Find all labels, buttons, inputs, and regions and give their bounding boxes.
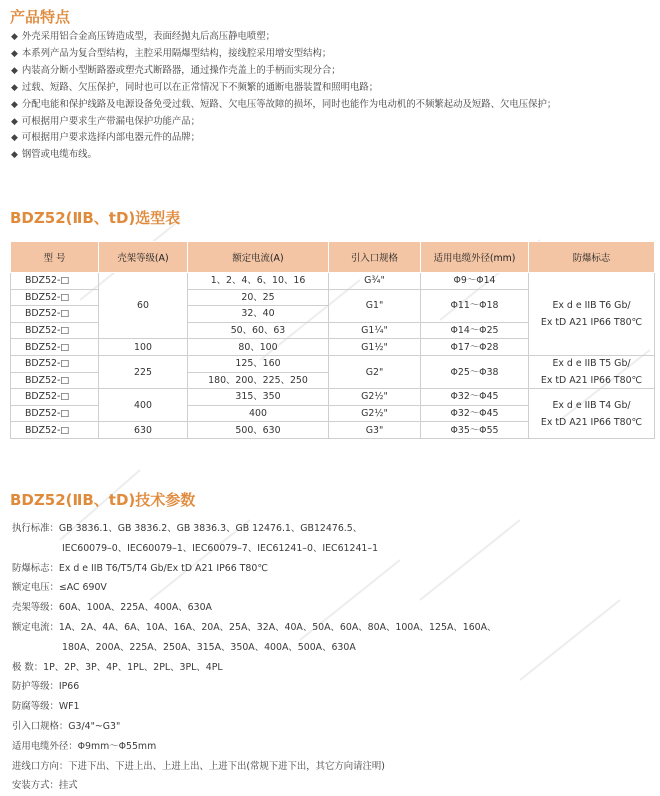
table-row [11, 273, 655, 290]
current-cell: 1、2、4、6、10、16 [188, 273, 329, 290]
param-row: 适用电缆外径：Φ9mm～Φ55mm [12, 740, 157, 752]
bullet-icon: ◆ [11, 99, 18, 110]
frame-cell: 60 [99, 273, 188, 339]
thread-cell: G2½" [329, 405, 421, 422]
param-row: 引入口规格：G3/4"~G3" [12, 720, 121, 732]
param-row: 额定电压：≤AC 690V [12, 582, 107, 594]
features-list [11, 29, 656, 164]
model-cell: BDZ52-□ [11, 405, 99, 422]
frame-cell: 225 [99, 355, 188, 388]
param-row: 壳架等级：60A、100A、225A、400A、630A [12, 602, 212, 614]
param-row: 防护等级：IP66 [12, 681, 80, 693]
table-row [11, 355, 655, 372]
header-frame: 壳架等级(A) [99, 242, 188, 273]
cable-cell: Φ35～Φ55 [421, 422, 529, 439]
bullet-icon: ◆ [11, 150, 18, 161]
thread-cell: G2½" [329, 389, 421, 406]
model-cell: BDZ52-□ [11, 306, 99, 323]
features-title: 产品特点 [10, 8, 71, 26]
model-cell: BDZ52-□ [11, 372, 99, 389]
frame-cell: 400 [99, 389, 188, 422]
current-cell: 400 [188, 405, 329, 422]
param-row: 进线口方向：下进下出、下进上出、上进上出、上进下出(常规下进下出，其它方向请注明) [12, 760, 385, 772]
feature-item: ◆ 可根据用户要求生产带漏电保护功能产品； [11, 115, 201, 127]
bullet-icon: ◆ [11, 32, 18, 42]
current-cell: 500、630 [188, 422, 329, 439]
header-current: 额定电流(A) [188, 242, 329, 273]
thread-cell: G1¼" [329, 322, 421, 339]
cable-cell: Φ9～Φ14 [421, 273, 529, 290]
param-row: 安装方式：挂式 [12, 780, 78, 792]
current-cell: 20、25 [188, 289, 329, 306]
current-cell: 315、350 [188, 389, 329, 406]
thread-cell: G1" [329, 289, 421, 322]
cable-cell: Φ14～Φ25 [421, 322, 529, 339]
current-cell: 50、60、63 [188, 322, 329, 339]
mark-cell: Ex d e IIB T4 Gb/ Ex tD A21 IP66 T80℃ [529, 389, 655, 439]
model-cell: BDZ52-□ [11, 322, 99, 339]
param-row: 180A、200A、225A、250A、315A、350A、400A、500A、630A [62, 641, 356, 653]
model-cell: BDZ52-□ [11, 422, 99, 439]
feature-item: ◆ 本系列产品为复合型结构，主腔采用隔爆型结构，接线腔采用增安型结构； [11, 47, 332, 59]
model-cell: BDZ52-□ [11, 273, 99, 290]
bullet-icon: ◆ [11, 116, 18, 127]
bullet-icon: ◆ [11, 48, 18, 59]
feature-item: ◆ 过载、短路、欠压保护，同时也可以在正常情况下不频繁的通断电器装置和照明电路； [11, 81, 379, 93]
model-cell: BDZ52-□ [11, 339, 99, 356]
cable-cell: Φ11～Φ18 [421, 289, 529, 322]
feature-item: ◆ 内装高分断小型断路器或塑壳式断路器，通过操作壳盖上的手柄而实现分合； [11, 64, 341, 76]
model-cell: BDZ52-□ [11, 355, 99, 372]
current-cell: 180、200、225、250 [188, 372, 329, 389]
frame-cell: 630 [99, 422, 188, 439]
current-cell: 125、160 [188, 355, 329, 372]
selection-table [10, 241, 655, 439]
param-row: 执行标准：GB 3836.1、GB 3836.2、GB 3836.3、GB 12476.1、GB12476.5、 [12, 523, 363, 534]
mark-cell: Ex d e IIB T5 Gb/ Ex tD A21 IP66 T80℃ [529, 355, 655, 388]
feature-item: ◆ 钢管或电缆布线。 [11, 149, 97, 161]
bullet-icon: ◆ [11, 82, 18, 93]
feature-item: ◆ 分配电能和保护线路及电源设备免受过载、短路、欠电压等故障的损坏，同时也能作为电动机的不频繁起动及短路、欠电压保护； [11, 98, 557, 110]
param-row: IEC60079–0、IEC60079–1、IEC60079–7、IEC61241–0、IEC61241–1 [62, 542, 379, 554]
param-row: 防爆标志：Ex d e IIB T6/T5/T4 Gb/Ex tD A21 IP66 T80℃ [12, 562, 268, 574]
bullet-icon: ◆ [11, 65, 18, 76]
table-header-row [11, 242, 655, 273]
cable-cell: Φ32～Φ45 [421, 389, 529, 406]
cable-cell: Φ32～Φ45 [421, 405, 529, 422]
current-cell: 32、40 [188, 306, 329, 323]
frame-cell: 100 [99, 339, 188, 356]
param-row: 防腐等级：WF1 [12, 701, 80, 713]
params-title: BDZ52(ⅡB、tD)技术参数 [10, 491, 196, 509]
header-thread: 引入口规格 [329, 242, 421, 273]
thread-cell: G3" [329, 422, 421, 439]
cable-cell: Φ17～Φ28 [421, 339, 529, 356]
model-cell: BDZ52-□ [11, 289, 99, 306]
bullet-icon: ◆ [11, 133, 18, 144]
selection-table-title: BDZ52(ⅡB、tD)选型表 [10, 209, 181, 227]
thread-cell: G¾" [329, 273, 421, 290]
header-model: 型 号 [11, 242, 99, 273]
model-cell: BDZ52-□ [11, 389, 99, 406]
param-row: 额定电流：1A、2A、4A、6A、10A、16A、20A、25A、32A、40A、50A、60A、80A、100A、125A、160A、 [12, 621, 497, 633]
cable-cell: Φ25～Φ38 [421, 355, 529, 388]
table-row [11, 389, 655, 406]
feature-item: ◆ 可根据用户要求选择内部电器元件的品牌； [11, 132, 201, 144]
thread-cell: G2" [329, 355, 421, 388]
current-cell: 80、100 [188, 339, 329, 356]
header-mark: 防爆标志 [529, 242, 655, 273]
header-cable: 适用电缆外径(mm) [421, 242, 529, 273]
params-list [12, 519, 652, 796]
param-row: 极 数：1P、2P、3P、4P、1PL、2PL、3PL、4PL [12, 661, 223, 673]
mark-cell: Ex d e IIB T6 Gb/ Ex tD A21 IP66 T80℃ [529, 273, 655, 356]
thread-cell: G1½" [329, 339, 421, 356]
feature-item: ◆ 外壳采用铝合金高压铸造成型，表面经抛丸后高压静电喷塑； [11, 31, 276, 42]
